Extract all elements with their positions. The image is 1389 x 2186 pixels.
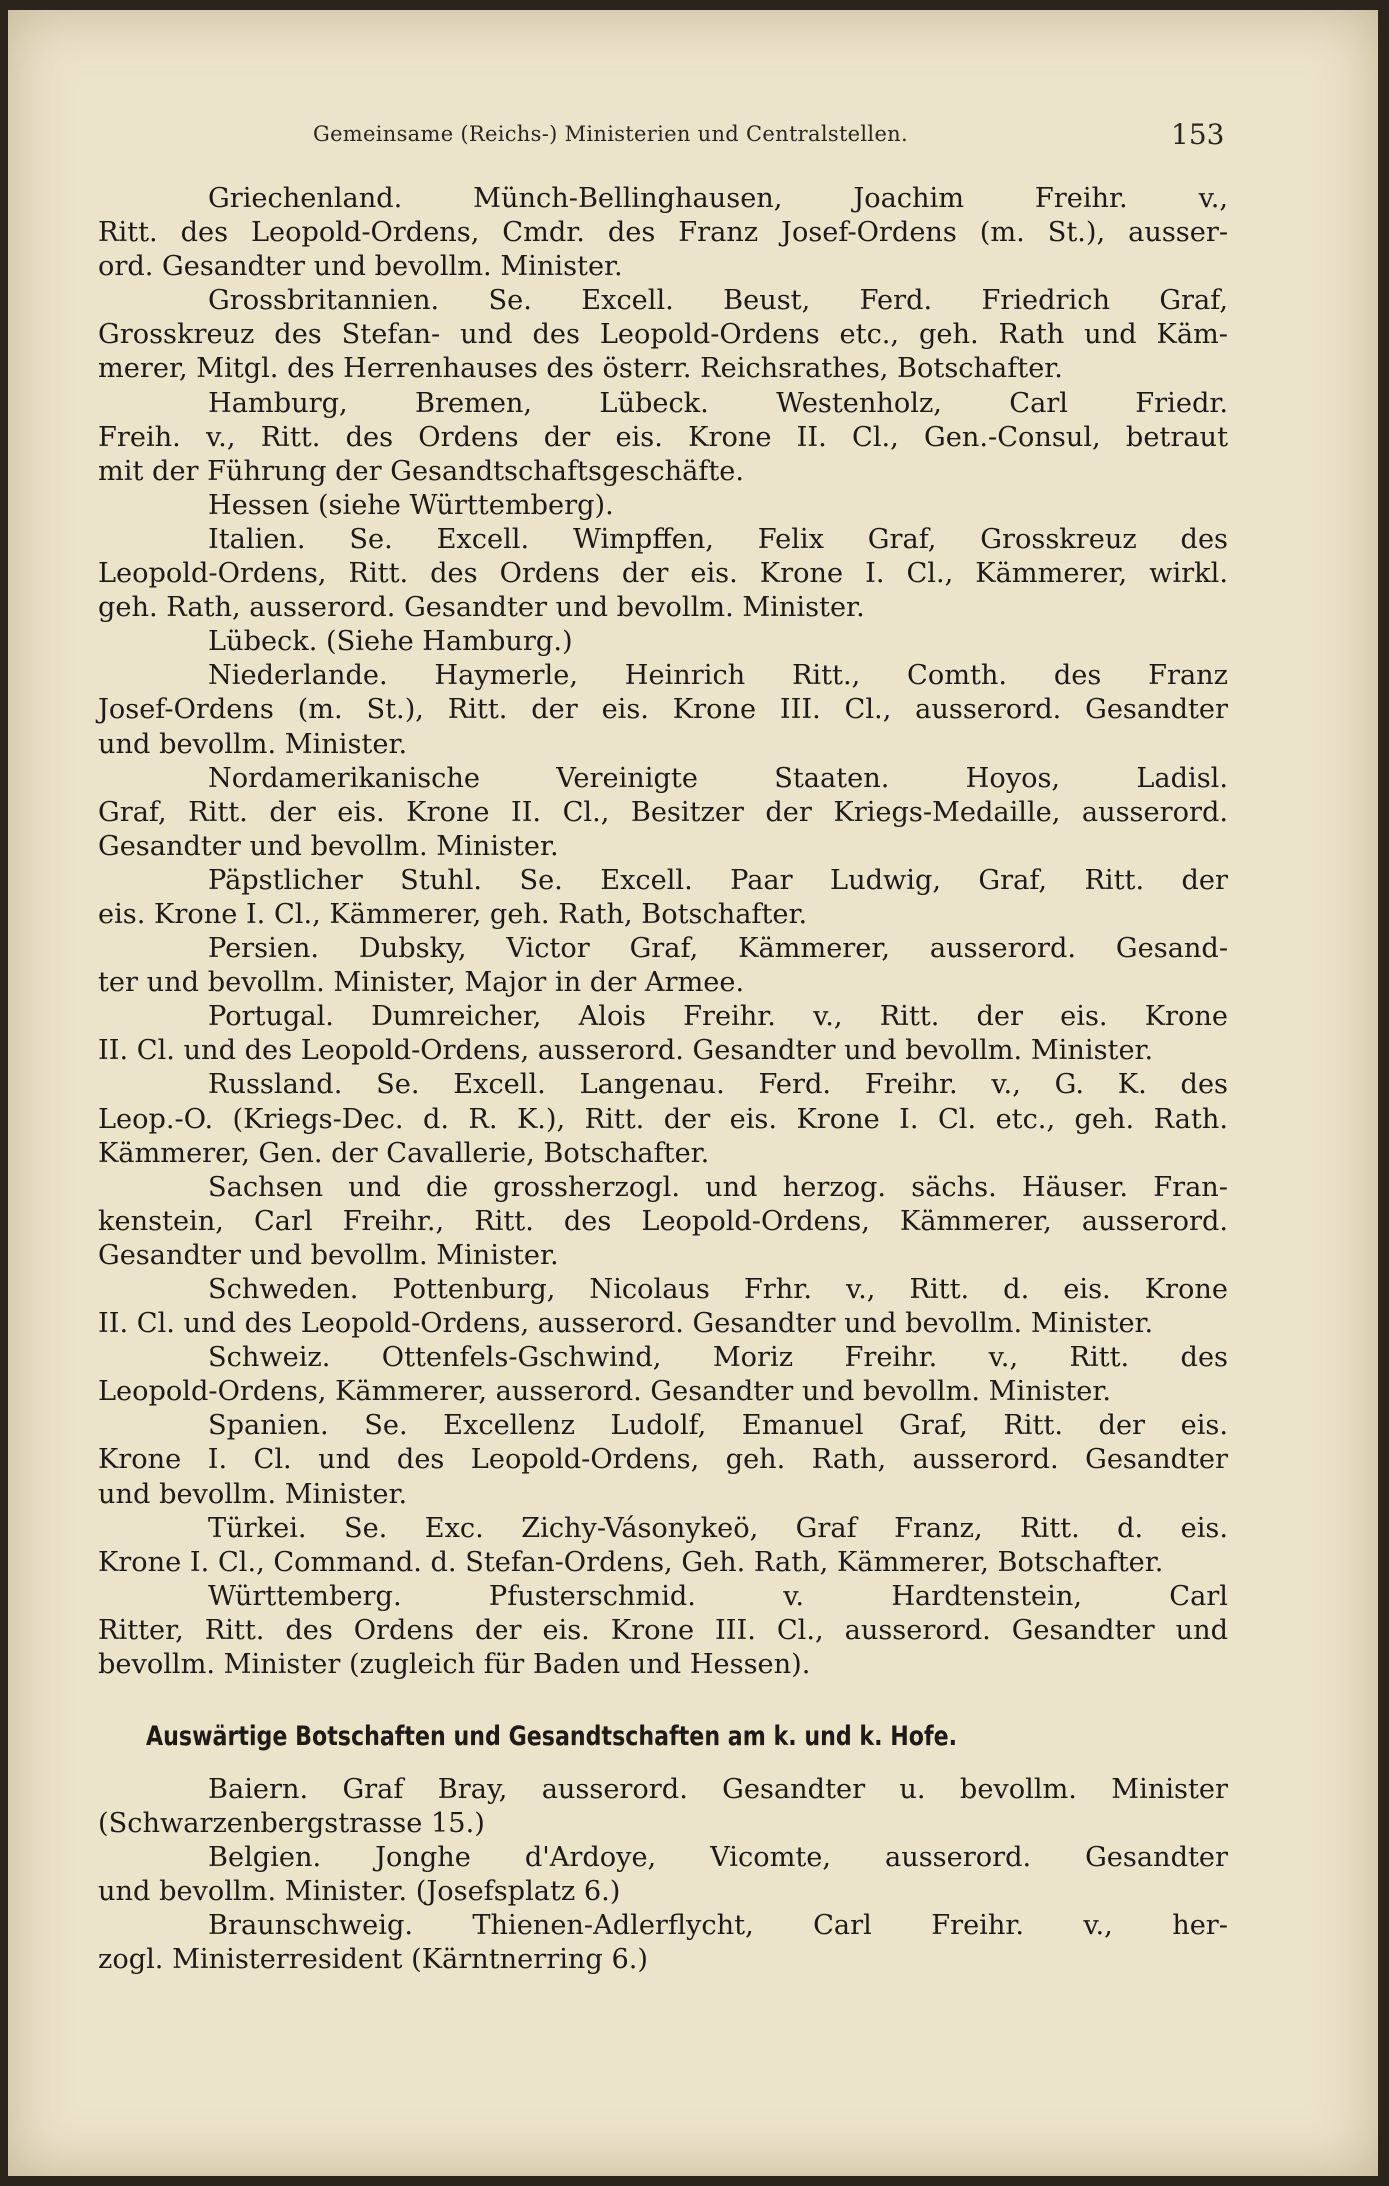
- entry-line: Grosskreuz des Stefan- und des Leopold-Ordens etc., geh. Rath und Käm-: [98, 319, 1228, 351]
- entry-line: und bevollm. Minister.: [98, 728, 408, 760]
- entry: [98, 1068, 1228, 1170]
- entry-line-first: Lübeck. (Siehe Hamburg.): [208, 626, 573, 658]
- entry-line-first: Sachsen und die grossherzogl. und herzog. sächs. Häuser. Fran-: [208, 1171, 1228, 1203]
- entry: [98, 864, 1228, 932]
- entry-line: II. Cl. und des Leopold-Ordens, ausserord. Gesandter und bevollm. Minister.: [98, 1308, 1154, 1340]
- running-head: Gemeinsame (Reichs-) Ministerien und Centralstellen.: [313, 122, 908, 146]
- entry-line-first: Hamburg, Bremen, Lübeck. Westenholz, Carl Friedr.: [208, 387, 1228, 419]
- embassy-entries-list: [98, 1773, 1228, 1978]
- section-heading: Auswärtige Botschaften und Gesandtschaften am k. und k. Hofe.: [146, 1721, 958, 1752]
- entry: [98, 1909, 1228, 1977]
- entry-line: II. Cl. und des Leopold-Ordens, ausserord. Gesandter und bevollm. Minister.: [98, 1035, 1154, 1067]
- entry-line-first: Schweden. Pottenburg, Nicolaus Frhr. v., Ritt. d. eis. Krone: [208, 1274, 1228, 1305]
- entry: [98, 659, 1228, 761]
- entry-line: Josef-Ordens (m. St.), Ritt. der eis. Krone III. Cl., ausserord. Gesandter: [98, 694, 1228, 726]
- entry: [98, 1273, 1228, 1341]
- entry-line: Leop.-O. (Kriegs-Dec. d. R. K.), Ritt. der eis. Krone I. Cl. etc., geh. Rath.: [98, 1103, 1228, 1135]
- entry-line: Kämmerer, Gen. der Cavallerie, Botschafter.: [98, 1137, 710, 1169]
- entry-line-first: Hessen (siehe Württemberg).: [208, 489, 614, 521]
- entry-line: Ritter, Ritt. des Ordens der eis. Krone III. Cl., ausserord. Gesandter und: [98, 1614, 1228, 1646]
- entry: [98, 1341, 1228, 1409]
- entry: [98, 1773, 1228, 1841]
- entry-line: und bevollm. Minister.: [98, 1478, 408, 1510]
- entry: [98, 1171, 1228, 1273]
- entry-line-first: Russland. Se. Excell. Langenau. Ferd. Freihr. v., G. K. des: [208, 1069, 1228, 1101]
- entry-line: und bevollm. Minister. (Josefsplatz 6.): [98, 1876, 621, 1908]
- entry-line: Gesandter und bevollm. Minister.: [98, 830, 559, 862]
- entry-line: ord. Gesandter und bevollm. Minister.: [98, 251, 623, 283]
- entry-line: Leopold-Ordens, Kämmerer, ausserord. Gesandter und bevollm. Minister.: [98, 1376, 1112, 1408]
- entry-line: eis. Krone I. Cl., Kämmerer, geh. Rath, Botschafter.: [98, 898, 808, 930]
- entry: [98, 1580, 1228, 1682]
- entry-line-first: Württemberg. Pfusterschmid. v. Hardtenstein, Carl: [208, 1580, 1228, 1612]
- country-entries-list: [98, 182, 1228, 1682]
- entry-line: kenstein, Carl Freihr., Ritt. des Leopold-Ordens, Kämmerer, ausserord.: [98, 1205, 1228, 1237]
- entry: [98, 1000, 1228, 1068]
- entry-line: merer, Mitgl. des Herrenhauses des österr. Reichsrathes, Botschafter.: [98, 353, 1063, 385]
- page-number: 153: [1171, 118, 1225, 151]
- entry: [98, 1512, 1228, 1580]
- entry: [98, 387, 1228, 489]
- entry: [98, 932, 1228, 1000]
- entry-line: ter und bevollm. Minister, Major in der Armee.: [98, 967, 745, 999]
- entry: [98, 182, 1228, 284]
- entry-line-first: Italien. Se. Excell. Wimpffen, Felix Graf, Grosskreuz des: [208, 523, 1228, 555]
- entry-line-first: Nordamerikanische Vereinigte Staaten. Hoyos, Ladisl.: [208, 762, 1228, 794]
- entry-line-first: Griechenland. Münch-Bellinghausen, Joachim Freihr. v.,: [208, 183, 1228, 214]
- entry-line-first: Schweiz. Ottenfels-Gschwind, Moriz Freihr. v., Ritt. des: [208, 1342, 1228, 1374]
- entry-line: Ritt. des Leopold-Ordens, Cmdr. des Franz Josef-Ordens (m. St.), ausser-: [98, 217, 1228, 249]
- entry: [98, 762, 1228, 864]
- entry-line: zogl. Ministerresident (Kärntnerring 6.): [98, 1944, 649, 1976]
- entry-line-first: Baiern. Graf Bray, ausserord. Gesandter u. bevollm. Minister: [208, 1774, 1228, 1805]
- entry-line: (Schwarzenbergstrasse 15.): [98, 1808, 485, 1840]
- entry-line: bevollm. Minister (zugleich für Baden und Hessen).: [98, 1649, 811, 1681]
- entry-line: Leopold-Ordens, Ritt. des Ordens der eis. Krone I. Cl., Kämmerer, wirkl.: [98, 558, 1228, 590]
- page-header: [8, 118, 1378, 158]
- entry-line: Gesandter und bevollm. Minister.: [98, 1239, 559, 1271]
- entry-line-first: Päpstlicher Stuhl. Se. Excell. Paar Ludwig, Graf, Ritt. der: [208, 864, 1228, 896]
- entry: [98, 625, 1228, 659]
- entry-line: mit der Führung der Gesandtschaftsgeschäfte.: [98, 455, 745, 487]
- entry: [98, 1409, 1228, 1511]
- entry: [98, 489, 1228, 523]
- entry-line: Krone I. Cl., Command. d. Stefan-Ordens, Geh. Rath, Kämmerer, Botschafter.: [98, 1546, 1164, 1578]
- entry: [98, 284, 1228, 386]
- entry-line-first: Grossbritannien. Se. Excell. Beust, Ferd. Friedrich Graf,: [208, 285, 1228, 317]
- entry-line-first: Spanien. Se. Excellenz Ludolf, Emanuel Graf, Ritt. der eis.: [208, 1410, 1228, 1442]
- entry-line-first: Niederlande. Haymerle, Heinrich Ritt., Comth. des Franz: [208, 660, 1228, 692]
- book-page: [8, 10, 1378, 2176]
- entry: [98, 523, 1228, 625]
- entry-line-first: Portugal. Dumreicher, Alois Freihr. v., Ritt. der eis. Krone: [208, 1001, 1228, 1033]
- entry-line: geh. Rath, ausserord. Gesandter und bevollm. Minister.: [98, 592, 865, 624]
- entry-line-first: Braunschweig. Thienen-Adlerflycht, Carl Freihr. v., her-: [208, 1910, 1228, 1942]
- entry: [98, 1841, 1228, 1909]
- entry-line-first: Belgien. Jonghe d'Ardoye, Vicomte, ausserord. Gesandter: [208, 1842, 1228, 1874]
- entry-line-first: Persien. Dubsky, Victor Graf, Kämmerer, ausserord. Gesand-: [208, 933, 1228, 965]
- entry-line: Graf, Ritt. der eis. Krone II. Cl., Besitzer der Kriegs-Medaille, ausserord.: [98, 796, 1228, 828]
- entry-line: Krone I. Cl. und des Leopold-Ordens, geh. Rath, ausserord. Gesandter: [98, 1444, 1228, 1476]
- entry-line-first: Türkei. Se. Exc. Zichy-Vásonykeö, Graf Franz, Ritt. d. eis.: [208, 1512, 1228, 1544]
- entry-line: Freih. v., Ritt. des Ordens der eis. Krone II. Cl., Gen.-Consul, betraut: [98, 421, 1228, 453]
